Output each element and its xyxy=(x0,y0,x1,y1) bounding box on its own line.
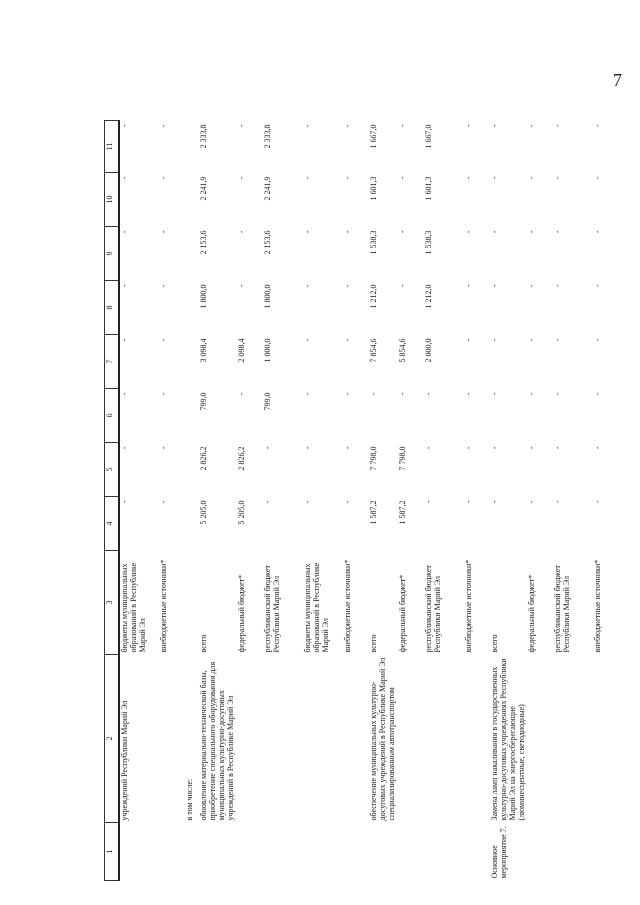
table-row xyxy=(424,121,464,881)
measure-cell xyxy=(263,655,303,823)
value-cell-5: - xyxy=(159,446,168,450)
value-cell-10: - xyxy=(120,176,129,180)
value-cell-11: 1 667,0 xyxy=(423,124,433,149)
column-header-8: 8 xyxy=(105,281,120,335)
value-cell-6: - xyxy=(159,392,168,396)
value-cell-8: 1 212,0 xyxy=(368,284,378,309)
program-cell xyxy=(398,823,424,881)
value-cell-4: - xyxy=(159,500,168,504)
value-cell-10: - xyxy=(342,176,352,180)
value-cell-4: - xyxy=(489,500,499,504)
source-cell: бюджеты муниципальных образований в Республике Марий Эл xyxy=(302,562,330,653)
value-cell-6: - xyxy=(120,392,129,396)
value-cell-9: - xyxy=(302,230,312,234)
value-cell-8: - xyxy=(120,284,129,288)
value-cell-8: - xyxy=(342,284,352,288)
value-cell-9: - xyxy=(593,230,603,234)
table-row xyxy=(263,121,303,881)
value-cell-6: - xyxy=(527,392,537,396)
value-cell-6: - xyxy=(302,392,312,396)
program-cell xyxy=(464,823,490,881)
table-header xyxy=(105,121,120,881)
value-cell-6 xyxy=(185,389,199,443)
value-cell-4 xyxy=(185,497,199,551)
source-cell: республиканский бюджет Республики Марий Эл xyxy=(262,565,281,653)
source-cell: федеральный бюджет* xyxy=(397,574,407,653)
value-cell-9: - xyxy=(553,230,563,234)
measure-cell xyxy=(527,655,553,823)
value-cell-7: - xyxy=(302,338,312,342)
column-header-4: 4 xyxy=(105,497,120,551)
value-cell-5: - xyxy=(553,446,563,450)
value-cell-5: - xyxy=(302,446,312,450)
value-cell-9: - xyxy=(397,230,407,234)
value-cell-6: - xyxy=(236,392,246,396)
value-cell-10: - xyxy=(463,176,473,180)
value-cell-4: - xyxy=(262,500,272,504)
value-cell-6: 799,0 xyxy=(262,392,272,411)
table-row xyxy=(527,121,553,881)
value-cell-7: - xyxy=(527,338,537,342)
table-row xyxy=(159,121,185,881)
value-cell-4: - xyxy=(553,500,563,504)
value-cell-6: - xyxy=(553,392,563,396)
measure-cell xyxy=(553,655,593,823)
value-cell-6: - xyxy=(397,392,407,396)
value-cell-9: - xyxy=(159,230,168,234)
value-cell-4: - xyxy=(463,500,473,504)
program-cell xyxy=(199,823,237,881)
value-cell-5: - xyxy=(463,446,473,450)
table-row xyxy=(199,121,237,881)
measure-cell xyxy=(159,655,185,823)
program-cell: Основное мероприятие 7. xyxy=(489,826,508,879)
source-cell: республиканский бюджет Республики Марий Эл xyxy=(423,565,442,653)
value-cell-8: - xyxy=(553,284,563,288)
source-cell: внебюджетные источники* xyxy=(342,559,352,653)
measure-cell xyxy=(593,655,619,823)
column-header-5: 5 xyxy=(105,443,120,497)
measure-cell xyxy=(424,655,464,823)
measure-cell: Замена ламп накаливания в государственных культурно-досуговых учреждениях Республики Марий Эл на энергосберегающие (люминесцентные, светодиодные) xyxy=(489,658,526,821)
program-cell xyxy=(159,823,185,881)
value-cell-11: - xyxy=(342,124,352,128)
value-cell-8: 1 212,0 xyxy=(423,284,433,309)
source-cell: республиканский бюджет Республики Марий Эл xyxy=(553,565,572,653)
program-cell xyxy=(553,823,593,881)
column-header-9: 9 xyxy=(105,227,120,281)
value-cell-6: 799,0 xyxy=(199,392,208,411)
value-cell-11: - xyxy=(302,124,312,128)
value-cell-5: 2 826,2 xyxy=(236,446,246,471)
funding-table xyxy=(104,120,619,881)
value-cell-4: - xyxy=(342,500,352,504)
table-row xyxy=(398,121,424,881)
value-cell-5: 2 826,2 xyxy=(199,446,208,471)
program-cell xyxy=(593,823,619,881)
value-cell-11: - xyxy=(397,124,407,128)
value-cell-7: - xyxy=(593,338,603,342)
source-cell: всего xyxy=(368,634,378,653)
measure-cell xyxy=(343,655,369,823)
value-cell-10: 2 241,9 xyxy=(262,176,272,201)
value-cell-7: 5 854,6 xyxy=(397,338,407,363)
source-cell: внебюджетные источники* xyxy=(593,559,603,653)
value-cell-7: - xyxy=(159,338,168,342)
value-cell-7 xyxy=(185,335,199,389)
value-cell-7: 7 854,6 xyxy=(368,338,378,363)
value-cell-11: - xyxy=(159,124,168,128)
value-cell-9: 2 153,6 xyxy=(262,230,272,255)
value-cell-7: 2 000,0 xyxy=(423,338,433,363)
value-cell-6: - xyxy=(368,392,378,396)
source-cell: федеральный бюджет* xyxy=(236,574,246,653)
value-cell-6: - xyxy=(342,392,352,396)
value-cell-9: - xyxy=(342,230,352,234)
value-cell-11: - xyxy=(120,124,129,128)
program-cell xyxy=(303,823,343,881)
column-header-1: 1 xyxy=(105,823,120,881)
value-cell-4: - xyxy=(593,500,603,504)
value-cell-6: - xyxy=(423,392,433,396)
program-cell xyxy=(343,823,369,881)
column-header-6: 6 xyxy=(105,389,120,443)
value-cell-8: - xyxy=(302,284,312,288)
source-cell: внебюджетные источники* xyxy=(463,559,473,653)
value-cell-10: 2 241,9 xyxy=(199,176,208,201)
value-cell-10: - xyxy=(397,176,407,180)
value-cell-10: - xyxy=(553,176,563,180)
program-cell xyxy=(185,823,199,881)
value-cell-11: - xyxy=(593,124,603,128)
value-cell-4: - xyxy=(302,500,312,504)
value-cell-4: 5 205,0 xyxy=(199,500,208,525)
value-cell-6: - xyxy=(463,392,473,396)
value-cell-8: - xyxy=(527,284,537,288)
value-cell-7: - xyxy=(342,338,352,342)
value-cell-4: 1 587,2 xyxy=(397,500,407,525)
value-cell-11: 1 667,0 xyxy=(368,124,378,149)
value-cell-7: - xyxy=(553,338,563,342)
value-cell-11 xyxy=(185,121,199,173)
program-cell xyxy=(237,823,263,881)
value-cell-6: - xyxy=(593,392,603,396)
value-cell-10: 1 601,3 xyxy=(368,176,378,201)
value-cell-7: 3 098,4 xyxy=(199,338,208,363)
value-cell-5: - xyxy=(489,446,499,450)
value-cell-10: - xyxy=(593,176,603,180)
table-row xyxy=(119,121,159,881)
measure-cell xyxy=(237,655,263,823)
value-cell-5: 7 798,0 xyxy=(397,446,407,471)
source-cell: бюджеты муниципальных образований в Республике Марий Эл xyxy=(120,562,147,653)
measure-cell xyxy=(303,655,343,823)
value-cell-7: 1 000,0 xyxy=(262,338,272,363)
column-header-3: 3 xyxy=(105,551,120,655)
value-cell-5: - xyxy=(527,446,537,450)
table-row xyxy=(343,121,369,881)
value-cell-8: 1 800,0 xyxy=(262,284,272,309)
value-cell-8: - xyxy=(159,284,168,288)
table-row xyxy=(553,121,593,881)
table-row xyxy=(490,121,528,881)
value-cell-8: - xyxy=(489,284,499,288)
measure-cell: обновление материально-технической базы, приобретение специального оборудования для муниципальных культурно-досуговых учреждений в Республике Марий Эл xyxy=(199,661,235,821)
value-cell-8 xyxy=(185,281,199,335)
source-cell: внебюджетные источники* xyxy=(159,559,168,653)
program-cell xyxy=(263,823,303,881)
page-number: 7 xyxy=(613,70,622,90)
table-row xyxy=(593,121,619,881)
value-cell-7: - xyxy=(489,338,499,342)
value-cell-9: 2 153,6 xyxy=(199,230,208,255)
source-cell: всего xyxy=(489,634,499,653)
program-cell xyxy=(527,823,553,881)
value-cell-9: - xyxy=(463,230,473,234)
source-cell: федеральный бюджет* xyxy=(527,574,537,653)
table-row xyxy=(303,121,343,881)
value-cell-5: 7 798,0 xyxy=(368,446,378,471)
value-cell-5: - xyxy=(262,446,272,450)
table-row xyxy=(185,121,199,881)
value-cell-10: - xyxy=(527,176,537,180)
measure-cell xyxy=(398,655,424,823)
value-cell-11: 2 333,8 xyxy=(199,124,208,149)
column-header-11: 11 xyxy=(105,121,120,173)
value-cell-9 xyxy=(185,227,199,281)
measure-cell: обеспечение муниципальных культурно-досуговых учреждений в Республике Марий Эл специализированным автотранспортом xyxy=(368,657,396,821)
value-cell-10 xyxy=(185,173,199,227)
value-cell-11: - xyxy=(236,124,246,128)
value-cell-9: 1 538,3 xyxy=(423,230,433,255)
value-cell-9: - xyxy=(236,230,246,234)
value-cell-10: - xyxy=(489,176,499,180)
value-cell-11: - xyxy=(527,124,537,128)
value-cell-6: - xyxy=(489,392,499,396)
value-cell-8: - xyxy=(593,284,603,288)
table-row xyxy=(237,121,263,881)
value-cell-4: - xyxy=(527,500,537,504)
column-header-10: 10 xyxy=(105,173,120,227)
value-cell-10: - xyxy=(236,176,246,180)
value-cell-5: - xyxy=(423,446,433,450)
value-cell-4: - xyxy=(423,500,433,504)
value-cell-9: - xyxy=(120,230,129,234)
table-row xyxy=(464,121,490,881)
source-cell: всего xyxy=(199,634,208,653)
value-cell-5 xyxy=(185,443,199,497)
column-header-2: 2 xyxy=(105,655,120,823)
table-row xyxy=(369,121,398,881)
value-cell-5: - xyxy=(120,446,129,450)
measure-cell: в том числе: xyxy=(185,778,194,821)
value-cell-11: 2 333,8 xyxy=(262,124,272,149)
value-cell-11: - xyxy=(553,124,563,128)
value-cell-9: 1 538,3 xyxy=(368,230,378,255)
value-cell-4: 1 587,2 xyxy=(368,500,378,525)
value-cell-8: - xyxy=(397,284,407,288)
value-cell-11: - xyxy=(489,124,499,128)
program-cell xyxy=(369,823,398,881)
value-cell-10: 1 601,3 xyxy=(423,176,433,201)
value-cell-9: - xyxy=(489,230,499,234)
source-cell xyxy=(185,551,199,655)
value-cell-11: - xyxy=(463,124,473,128)
program-cell xyxy=(424,823,464,881)
value-cell-8: 1 800,0 xyxy=(199,284,208,309)
value-cell-4: 5 205,0 xyxy=(236,500,246,525)
measure-cell: учреждений Республики Марий Эл xyxy=(120,700,129,821)
value-cell-10: - xyxy=(302,176,312,180)
rotated-table-page xyxy=(104,121,640,881)
measure-cell xyxy=(464,655,490,823)
value-cell-8: - xyxy=(463,284,473,288)
value-cell-4: - xyxy=(120,500,129,504)
program-cell xyxy=(119,823,159,881)
value-cell-5: - xyxy=(342,446,352,450)
value-cell-7: 2 098,4 xyxy=(236,338,246,363)
value-cell-9: - xyxy=(527,230,537,234)
table-body xyxy=(119,121,619,881)
value-cell-8: - xyxy=(236,284,246,288)
value-cell-7: - xyxy=(120,338,129,342)
column-header-7: 7 xyxy=(105,335,120,389)
value-cell-10: - xyxy=(159,176,168,180)
value-cell-5: - xyxy=(593,446,603,450)
value-cell-7: - xyxy=(463,338,473,342)
